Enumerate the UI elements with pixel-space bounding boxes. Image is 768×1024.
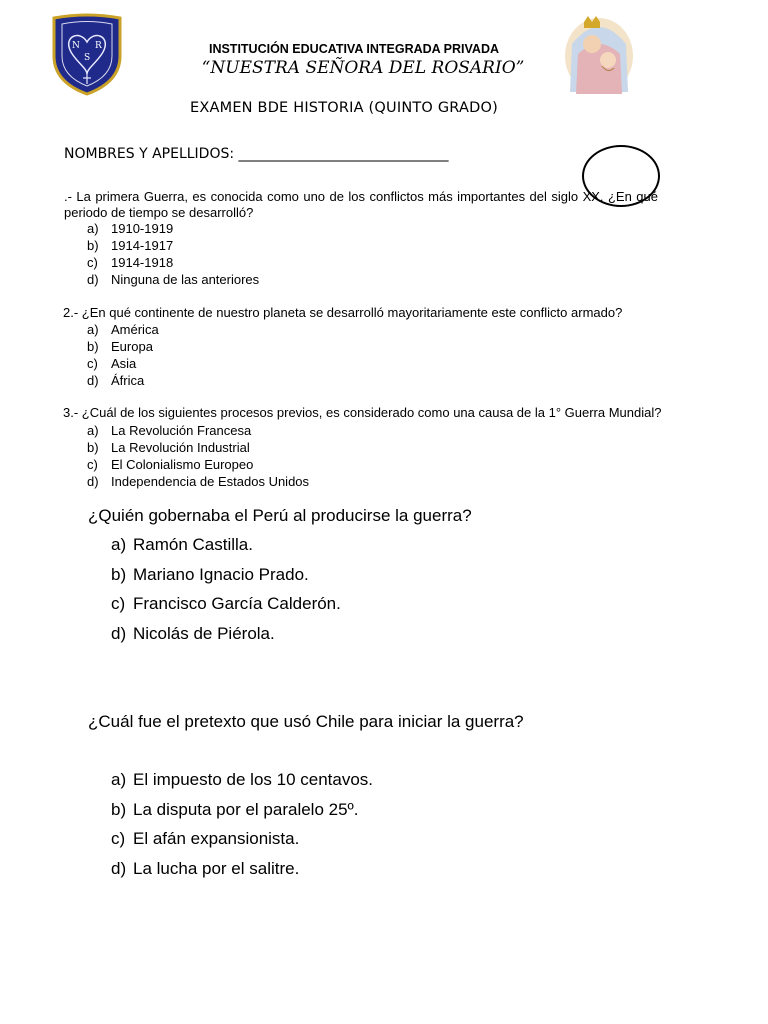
names-blank-line: ______________________________ [238,146,449,162]
question-1-options [87,220,259,288]
option-row[interactable]: c) El Colonialismo Europeo [87,457,254,472]
names-field[interactable] [64,146,449,162]
option-row[interactable]: c) Asia [87,356,137,371]
school-motto: “NUESTRA SEÑORA DEL ROSARIO” [201,58,525,78]
option-row[interactable]: a) Ramón Castilla. [111,535,253,554]
option-row[interactable]: d) Independencia de Estados Unidos [87,474,310,489]
question-3-options [87,422,309,490]
question-2-text: 2.- ¿En qué continente de nuestro planeta se desarrolló mayoritariamente este conflicto armado? [63,305,623,320]
option-row[interactable]: a) El impuesto de los 10 centavos. [111,770,374,789]
question-4-text: ¿Quién gobernaba el Perú al producirse la guerra? [88,506,472,525]
exam-title: EXAMEN BDE HISTORIA (QUINTO GRADO) [190,100,498,116]
option-row[interactable]: a) 1910-1919 [87,221,174,236]
option-row[interactable]: d) Ninguna de las anteriores [87,272,260,287]
names-label: NOMBRES Y APELLIDOS: [64,146,235,162]
option-row[interactable]: c) El afán expansionista. [111,829,300,848]
option-row[interactable]: b) 1914-1917 [87,238,174,253]
institution-name: INSTITUCIÓN EDUCATIVA INTEGRADA PRIVADA [208,42,500,56]
option-row[interactable]: b) Europa [87,339,153,354]
question-3-text: 3.- ¿Cuál de los siguientes procesos previos, es considerado como una causa de la 1° Guerra Mundial? [63,405,662,420]
option-row[interactable]: b) La disputa por el paralelo 25º. [111,799,359,819]
option-row[interactable]: a) La Revolución Francesa [87,423,252,438]
question-4-options [111,535,341,653]
question-5-text: ¿Cuál fue el pretexto que usó Chile para iniciar la guerra? [88,712,524,731]
option-row[interactable]: b) Mariano Ignacio Prado. [111,564,309,584]
question-2-options [87,321,159,389]
option-row[interactable]: a) América [87,322,159,337]
option-row[interactable]: b) La Revolución Industrial [87,440,250,455]
option-row[interactable]: c) 1914-1918 [87,255,174,270]
svg-text:S: S [84,53,91,63]
option-row[interactable]: d) La lucha por el salitre. [111,858,300,878]
question-1-text: .- La primera Guerra, es conocida como uno de los conflictos más importantes del siglo XX. ¿En qué periodo de tiempo se desarrolló? [64,189,658,220]
madonna-image [562,14,636,98]
option-row[interactable]: d) Nicolás de Piérola. [111,623,275,643]
svg-text:R: R [95,41,102,51]
svg-text:N: N [72,41,80,51]
option-row[interactable]: c) Francisco García Calderón. [111,594,341,613]
question-5-options [111,770,373,888]
option-row[interactable]: d) África [87,373,145,388]
